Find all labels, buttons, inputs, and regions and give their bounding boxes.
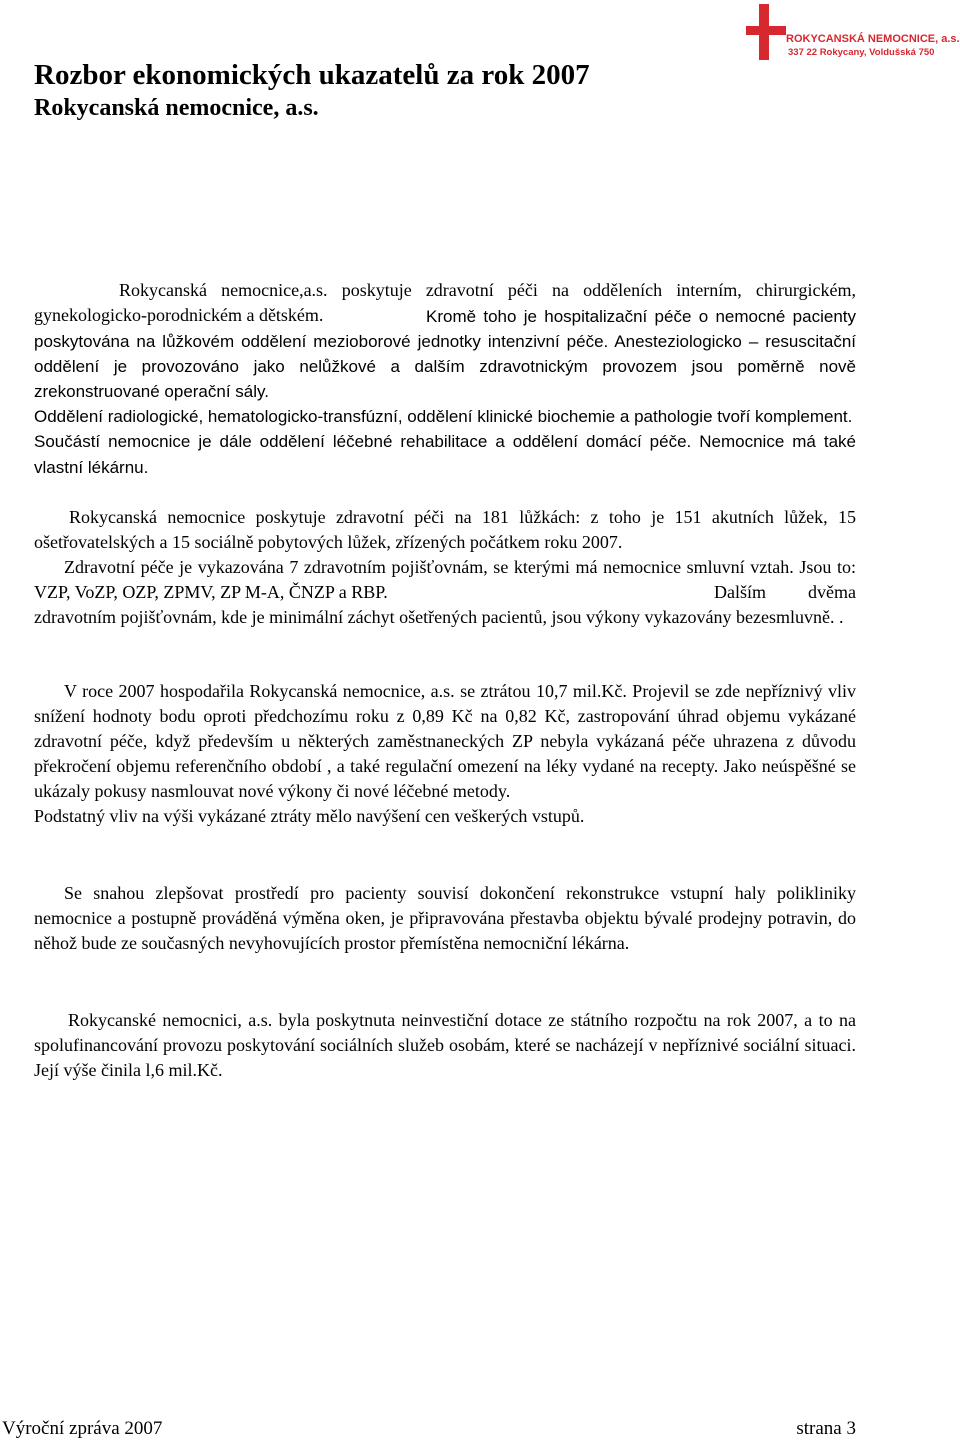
- intro-section: [34, 278, 856, 326]
- hospital-logo: [746, 4, 958, 60]
- finance-section: [34, 679, 856, 830]
- subsidy-paragraph-1: Rokycanské nemocnici, a.s. byla poskytnuta neinvestiční dotace ze státního rozpočtu na rok 2007, a to na spolufinancování provozu poskytování sociálních služeb osobám, které se nacházejí v nepříznivé sociální situaci. Její výše činila l,6 mil.Kč.: [34, 1010, 856, 1081]
- beds-section: [34, 505, 856, 630]
- footer-page-number: strana 3: [796, 1418, 856, 1439]
- page-subtitle: Rokycanská nemocnice, a.s.: [34, 95, 319, 121]
- environment-section: [34, 881, 856, 956]
- subsidy-section: [34, 1008, 856, 1083]
- beds-paragraph-3: Dalším dvěma zdravotním pojišťovnám, kde je minimální záchyt ošetřených pacientů, jsou výkony vykazovány bezesmluvně. .: [34, 582, 856, 628]
- intro-paragraph-2: Kromě toho je hospitalizační péče o nemocné pacienty poskytována na lůžkovém oddělení mezioborové jednotky intenzivní péče. Anesteziologicko – resuscitační oddělení je provozováno jako nelůžkové a dalším zdravotnickým provozem jsou poměrně nově zrekonstruované operační sály.: [34, 307, 856, 402]
- finance-paragraph-1: V roce 2007 hospodařila Rokycanská nemocnice, a.s. se ztrátou 10,7 mil.Kč. Projevil se zde nepříznivý vliv snížení hodnoty bodu oproti předchozímu roku z 0,89 Kč na 0,82 Kč, zastropování úhrad objemu vykázané zdravotní péče, když především u některých zaměstnaneckých ZP nebyla vykázaná péče uhrazena z důvodu překročení objemu referenčního období , a také regulační omezení na léky vydané na recepty. Jako neúspěšné se ukázaly pokusy nasmlouvat nové výkony či nové léčebné metody.: [34, 681, 856, 802]
- beds-paragraph-1: Rokycanská nemocnice poskytuje zdravotní péči na 181 lůžkách: z toho je 151 akutních lůžek, 15 ošetřovatelských a 15 sociálně pobytových lůžek, zřízených počátkem roku 2007.: [34, 507, 856, 553]
- footer-report-title: Výroční zpráva 2007: [2, 1418, 163, 1439]
- logo-hospital-name: ROKYCANSKÁ NEMOCNICE, a.s.: [786, 33, 960, 45]
- environment-paragraph-1: Se snahou zlepšovat prostředí pro pacienty souvisí dokončení rekonstrukce vstupní haly polikliniky nemocnice a postupně prováděná výměna oken, je připravována přestavba objektu bývalé prodejny potravin, do něhož bude ze současných nevyhovujících prostor přemístěna nemocniční lékárna.: [34, 883, 856, 954]
- beds-paragraph-2: Zdravotní péče je vykazována 7 zdravotním pojišťovnám, se kterými má nemocnice smluvní vztah. Jsou to: VZP, VoZP, OZP, ZPMV, ZP M-A, ČNZP a RBP.: [34, 557, 856, 603]
- page-title: Rozbor ekonomických ukazatelů za rok 2007: [34, 59, 590, 91]
- intro-paragraph-4: Součástí nemocnice je dále oddělení léčebné rehabilitace a oddělení domácí péče. Nemocnice má také vlastní lékárnu.: [34, 432, 856, 477]
- intro-paragraph-1: Rokycanská nemocnice,a.s. poskytuje zdravotní péči na odděleních interním, chirurgickém, gynekologicko-porodnickém a dětském.: [34, 280, 856, 326]
- red-cross-icon: [746, 4, 786, 60]
- finance-paragraph-2: Podstatný vliv na výši vykázané ztráty mělo navýšení cen veškerých vstupů.: [34, 806, 585, 827]
- logo-address: 337 22 Rokycany, Voldušská 750: [788, 47, 935, 58]
- intro-paragraph-3: Oddělení radiologické, hematologicko-transfúzní, oddělení klinické biochemie a pathologie tvoří komplement.: [34, 407, 853, 427]
- intro-section-continued: [34, 304, 856, 480]
